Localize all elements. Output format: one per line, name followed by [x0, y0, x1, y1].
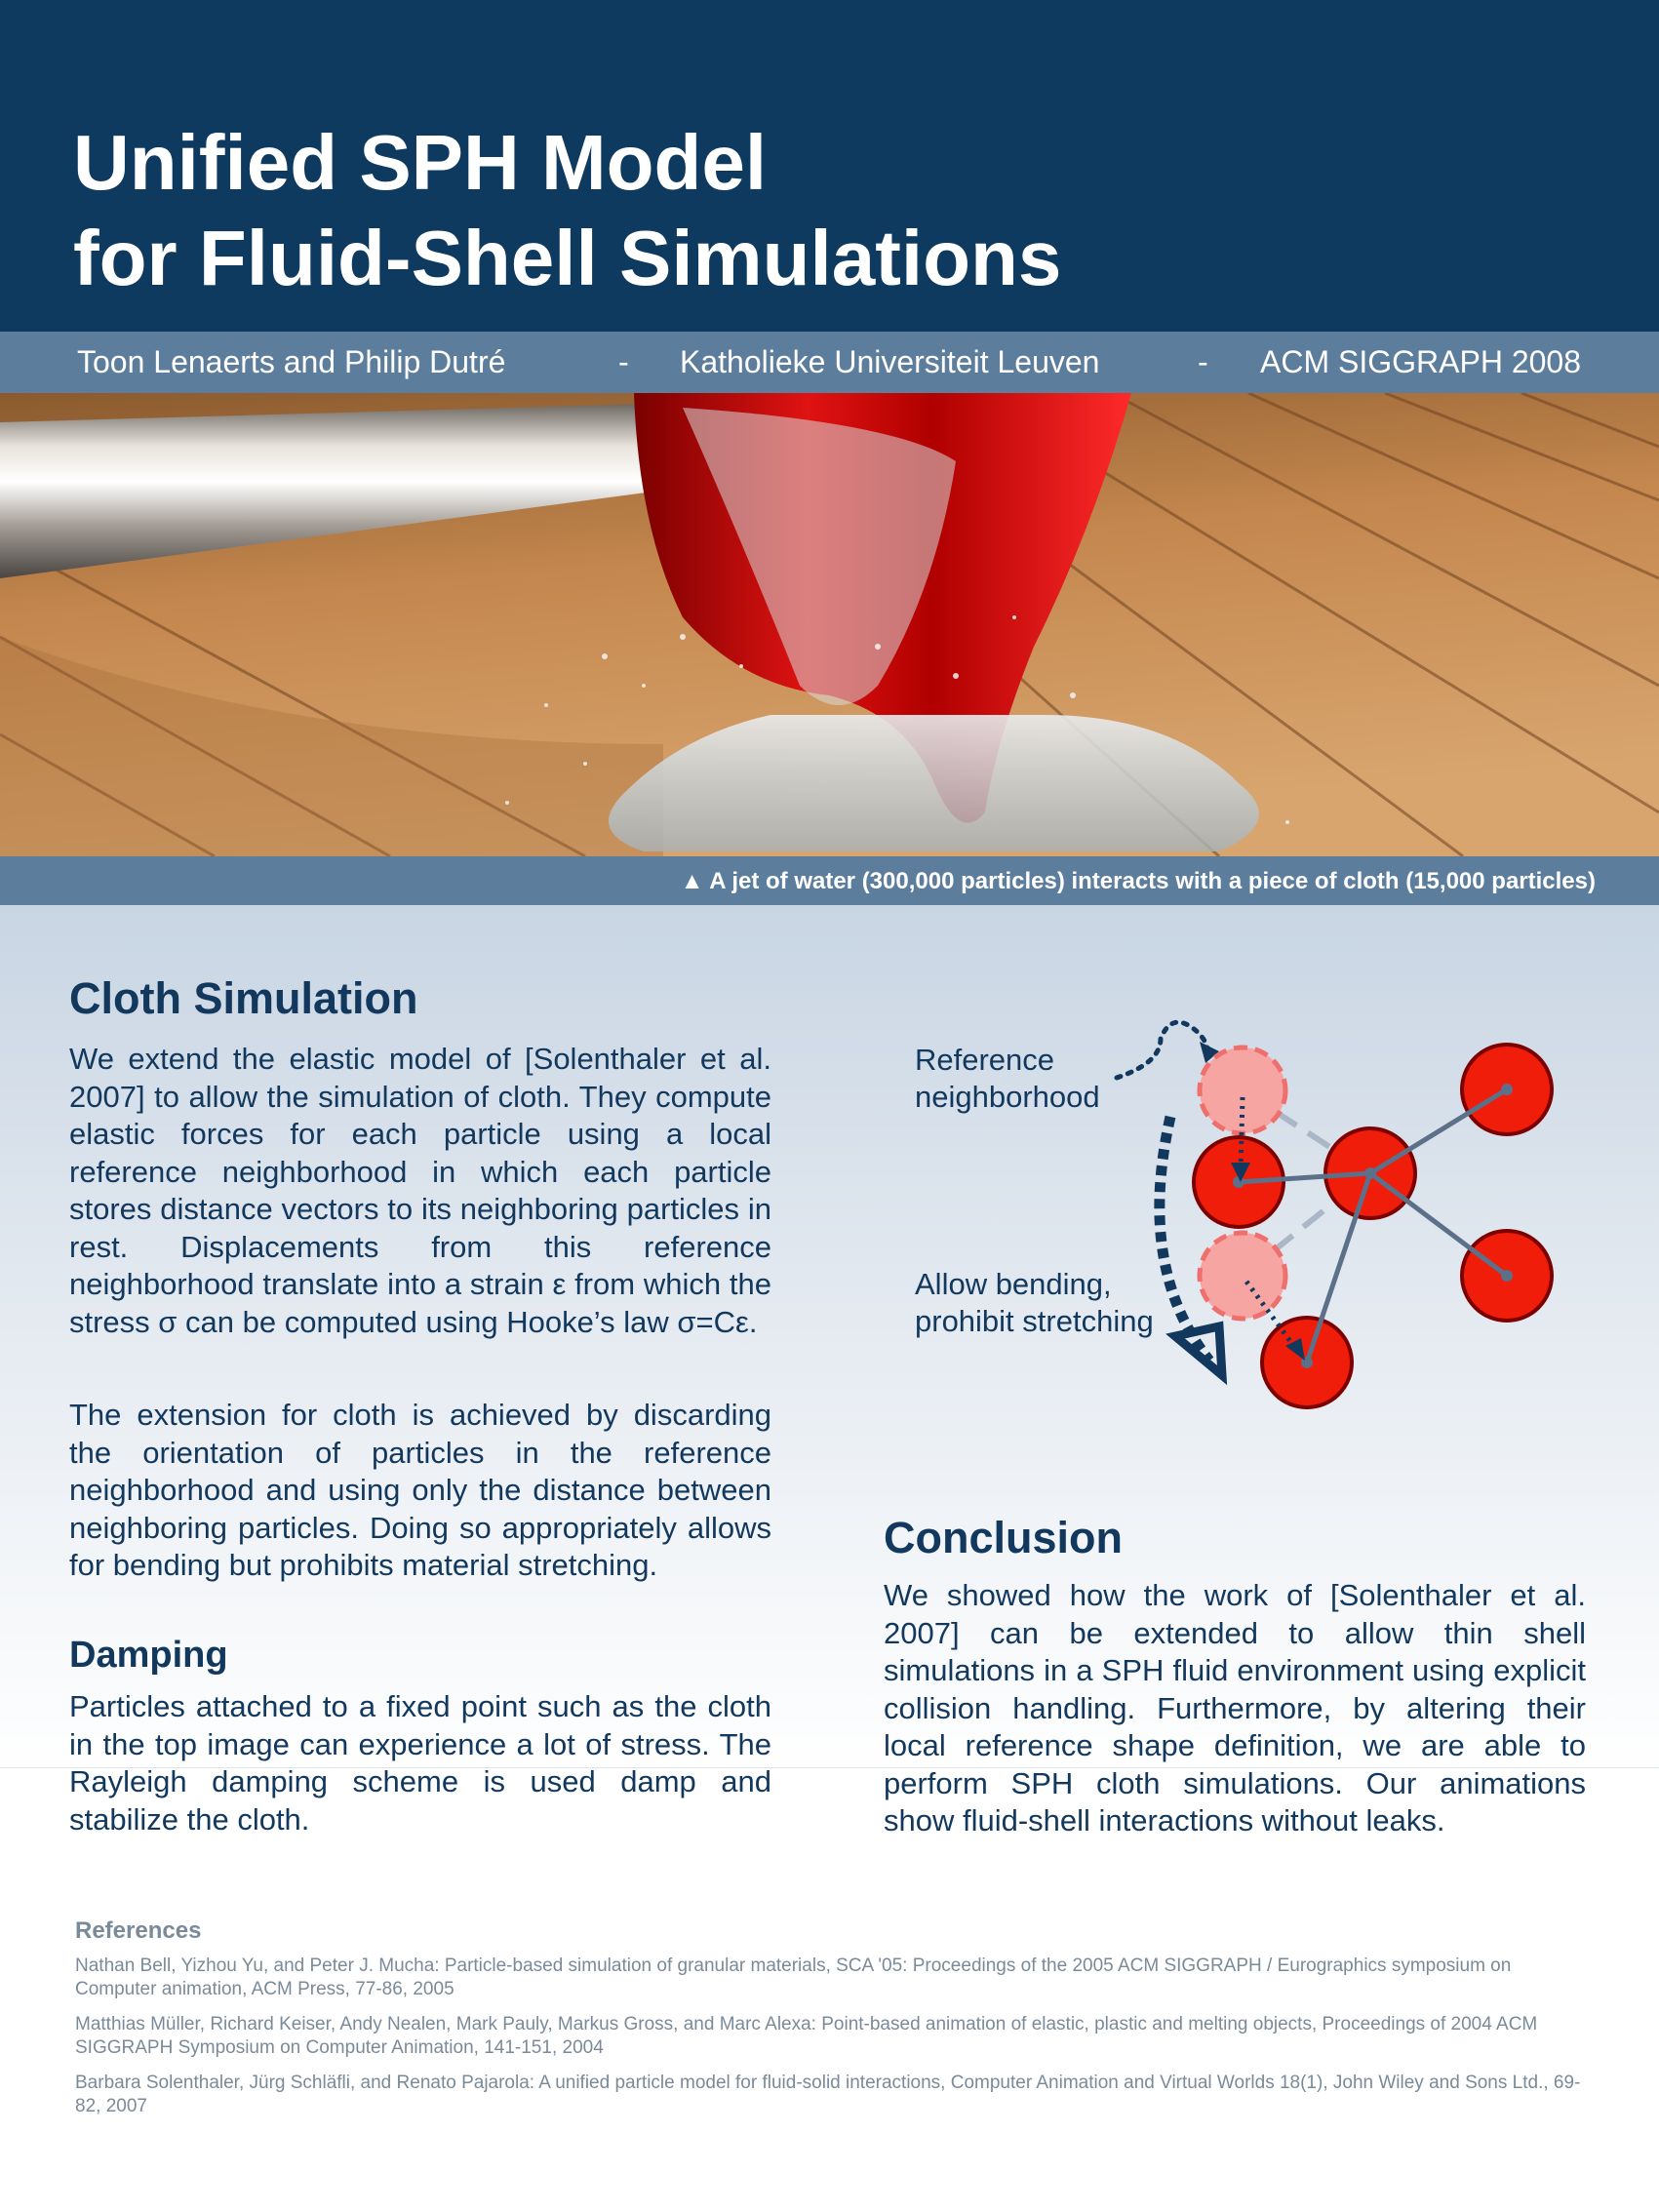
separator: - [618, 344, 629, 379]
cloth-paragraph-2: The extension for cloth is achieved by discarding the orientation of particles in the reference neighborhood and using only the distance between neighboring particles. Doing so appropriately allows for bending but prohibits material stretching. [69, 1398, 771, 1582]
label-line: neighborhood [915, 1080, 1100, 1114]
authors: Toon Lenaerts and Philip Dutré [77, 344, 506, 379]
title-line-1: Unified SPH Model [73, 119, 768, 206]
reference-particle [1200, 1047, 1285, 1133]
particle-center-dot [1501, 1084, 1513, 1095]
cloth-simulation-heading: Cloth Simulation [69, 973, 418, 1023]
damping-paragraph: Particles attached to a fixed point such as the cloth in the top image can experience a lot of stress. The Rayleigh damping scheme is used damp and stabilize the cloth. [69, 1689, 771, 1837]
cloth-paragraph-1: We extend the elastic model of [Solenthaler et al. 2007] to allow the simulation of cloth. They compute elastic forces for each particle using a local reference neighborhood in which each particle stores distance vectors to its neighboring particles in rest. Displacements from this reference neighborhood translate into a strain ε from which the stress σ can be computed using Hooke’s law σ=Cε. [69, 1042, 771, 1339]
hero-caption: ▲ A jet of water (300,000 particles) interacts with a piece of cloth (15,000 particles) [680, 868, 1596, 894]
reference-item: Matthias Müller, Richard Keiser, Andy Nealen, Mark Pauly, Markus Gross, and Marc Alexa: Point-based animation of elastic, plastic and melting objects, Proceedings of 2004 ACM SIGGRAPH Symposium on Computer Animation, 141-151, 2004 [75, 2014, 1538, 2058]
venue: ACM SIGGRAPH 2008 [1260, 344, 1581, 379]
reference-particle [1200, 1233, 1285, 1319]
label-line: Allow bending, [915, 1267, 1112, 1301]
title-line-2: for Fluid-Shell Simulations [73, 215, 1062, 301]
displacement-arrow [1241, 1097, 1243, 1170]
label-line: prohibit stretching [915, 1304, 1154, 1338]
particle-center-dot [1364, 1167, 1376, 1179]
reference-item: Barbara Solenthaler, Jürg Schläfli, and Renato Pajarola: A unified particle model for fluid-solid interactions, Computer Animation and Virtual Worlds 18(1), John Wiley and Sons Ltd., 69-82, 2007 [75, 2073, 1581, 2116]
references-heading: References [75, 1917, 202, 1944]
reference-item: Nathan Bell, Yizhou Yu, and Peter J. Mucha: Particle-based simulation of granular materials, SCA '05: Proceedings of the 2005 ACM SIGGRAPH / Eurographics symposium on Computer animation, ACM Press, 77-86, 2005 [75, 1955, 1512, 1999]
neighbor-link [1370, 1173, 1507, 1276]
conclusion-paragraph: We showed how the work of [Solenthaler et al. 2007] can be extended to allow thin shell simulations in a SPH fluid environment using explicit collision handling. Furthermore, by altering their local reference shape definition, we are able to perform SPH cloth simulations. Our animations show fluid-shell interactions without leaks. [884, 1578, 1586, 1837]
affiliation: Katholieke Universiteit Leuven [680, 344, 1100, 379]
conclusion-heading: Conclusion [884, 1513, 1123, 1562]
separator: - [1198, 344, 1208, 379]
bending-arrowhead [1175, 1326, 1222, 1375]
label-line: Reference [915, 1043, 1055, 1077]
damping-heading: Damping [69, 1635, 228, 1676]
particle-center-dot [1501, 1270, 1513, 1282]
curved-dotted-arrow [1117, 1022, 1207, 1078]
